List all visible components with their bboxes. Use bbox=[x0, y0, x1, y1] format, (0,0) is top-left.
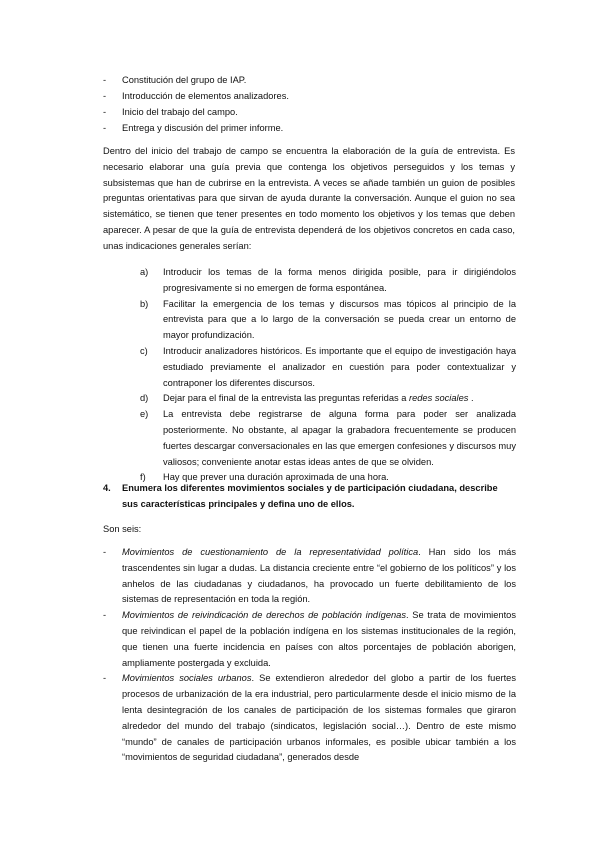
list-item bbox=[140, 297, 516, 344]
list-item bbox=[140, 391, 516, 407]
list-item-text: La entrevista debe registrarse de alguna forma para poder ser analizada posteriormente. No obstante, al apagar la grabadora frecuentemente se producen fuertes descargar conversacionales en las que emergen confesiones y discursos muy valiosos; conveniente anotar estas ideas antes de que se olviden. bbox=[163, 409, 516, 467]
list-marker: d) bbox=[140, 393, 149, 404]
list-item bbox=[140, 265, 516, 297]
list-marker: b) bbox=[140, 298, 149, 309]
top-bullet-list bbox=[103, 72, 523, 136]
list-item-text: Introducir analizadores históricos. Es importante que el equipo de investigación haya estudiado previamente el analizador en cuestión para poder contextualizar y contraponer los diferentes discursos. bbox=[163, 345, 516, 388]
movements-list bbox=[103, 545, 516, 766]
text-part: Dejar para el final de la entrevista las preguntas referidas a bbox=[163, 393, 409, 404]
movement-title: Movimientos de reivindicación de derechos de población indígenas bbox=[122, 610, 406, 621]
movement-title: Movimientos de cuestionamiento de la representatividad política bbox=[122, 547, 419, 557]
list-item: - Constitución del grupo de IAP. bbox=[103, 72, 523, 88]
list-marker: e) bbox=[140, 409, 149, 420]
list-item-text: Inicio del trabajo del campo. bbox=[122, 107, 238, 117]
italic-text: redes sociales bbox=[409, 393, 469, 404]
list-item-text: Facilitar la emergencia de los temas y discursos mas tópicos al principio de la entrevista para que a lo largo de la conversación se pueda crear un entorno de mayor profundización. bbox=[163, 298, 516, 341]
list-item-text: Introducción de elementos analizadores. bbox=[122, 91, 289, 101]
list-marker: a) bbox=[140, 267, 149, 277]
list-item bbox=[140, 344, 516, 391]
list-marker: c) bbox=[140, 345, 148, 356]
list-item-text bbox=[163, 391, 516, 407]
indications-list bbox=[140, 265, 516, 486]
list-item: - Movimientos de cuestionamiento de la representatividad política. Han sido los más trascendentes sin lugar a dudas. La distancia creciente entre “el gobierno de los políticos” y los anhelos de las ciudadanas y ciudadanos, ha provocado un fuerte debilitamiento de los sistemas de representación en toda la región. bbox=[103, 545, 516, 608]
intro-paragraph: Dentro del inicio del trabajo de campo se encuentra la elaboración de la guía de entrevista. Es necesario elaborar una guía previa que contenga los objetivos perseguidos y los temas y subsistemas que han de cubrirse en la entrevista. A veces se añade también un guion de posibles preguntas orientativas para que sirvan de ayuda durante la conversación. Aunque el guion no sea sistemático, se tienen que tener presentes en todo momento los objetivos y los temas que deben aparecer. A pesar de que la guía de entrevista dependerá de los objetivos concretos en cada caso, unas indicaciones generales serían: bbox=[103, 146, 515, 251]
list-item-text: Hay que prever una duración aproximada de una hora. bbox=[163, 472, 389, 483]
list-item: - Movimientos sociales urbanos. Se extendieron alrededor del globo a partir de los fuertes procesos de urbanización de la era industrial, pero particularmente desde el inicio mismo de la lenta desintegración de los canales de participación de los sistemas formales que giraron alrededor del mundo del trabajo (sindicatos, legislación social…). Dentro de este mismo “mundo” de canales de participación urbanos informales, es posible ubicar también a los “movimientos de seguridad ciudadana”, generados desde bbox=[103, 671, 516, 766]
list-item-text bbox=[122, 545, 516, 608]
question-heading bbox=[103, 481, 515, 512]
question-text: Enumera los diferentes movimientos sociales y de participación ciudadana, describe sus características principales y defina uno de ellos. bbox=[122, 483, 498, 509]
list-item: - Movimientos de reivindicación de derechos de población indígenas. Se trata de movimientos que reivindican el papel de la población indígena en los sistemas institucionales de la región, que tienen una fuerte incidencia en países con altos porcentajes de población aborigen, ampliamente postergada y excluida. bbox=[103, 608, 516, 671]
movement-description: . Se trata de movimientos que reivindican el papel de la población indígena en los sistemas institucionales de la región, que tienen una fuerte incidencia en países con altos porcentajes de población aborigen, ampliamente postergada y excluida. bbox=[122, 610, 516, 668]
list-item: - Inicio del trabajo del campo. bbox=[103, 104, 523, 120]
list-item-text bbox=[122, 671, 516, 766]
list-item: - Entrega y discusión del primer informe. bbox=[103, 120, 523, 136]
list-marker: f) bbox=[140, 472, 146, 483]
list-item bbox=[140, 407, 516, 470]
list-item-text: Entrega y discusión del primer informe. bbox=[122, 123, 284, 133]
movement-description: . Han sido los más trascendentes sin lugar a dudas. La distancia creciente entre “el gobierno de los políticos” y los anhelos de las ciudadanas y ciudadanos, ha provocado un fuerte debilitamiento de los sistemas de representación en toda la región. bbox=[122, 547, 516, 605]
list-item-text: Introducir los temas de la forma menos dirigida posible, para ir dirigiéndolos progresivamente si no emergen de forma espontánea. bbox=[163, 267, 516, 293]
answer-intro: Son seis: bbox=[103, 524, 142, 534]
list-item-text: Constitución del grupo de IAP. bbox=[122, 75, 247, 85]
movement-description: . Se extendieron alrededor del globo a partir de los fuertes procesos de urbanización de la era industrial, pero particularmente desde el inicio mismo de la lenta desintegración de los canales de participación de los sistemas formales que giraron alrededor del mundo del trabajo (sindicatos, legislación social…). Dentro de este mismo “mundo” de canales de participación urbanos informales, es posible ubicar también a los “movimientos de seguridad ciudadana”, generados desde bbox=[122, 673, 516, 763]
list-item: - Introducción de elementos analizadores. bbox=[103, 88, 523, 104]
movement-title: Movimientos sociales urbanos bbox=[122, 673, 252, 684]
question-number: 4. bbox=[103, 483, 111, 493]
text-part: . bbox=[468, 393, 474, 404]
list-item-text bbox=[122, 608, 516, 671]
